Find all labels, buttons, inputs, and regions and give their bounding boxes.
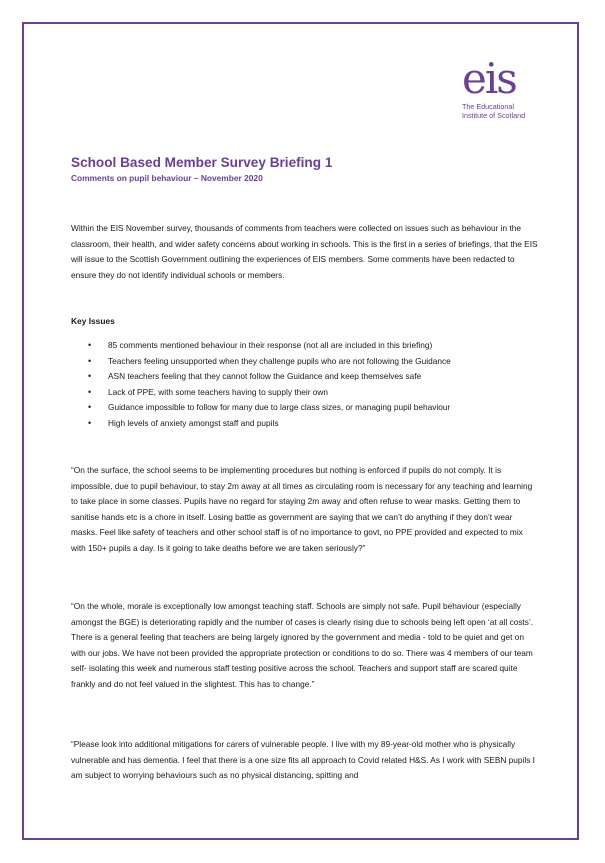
document-title: School Based Member Survey Briefing 1: [71, 155, 333, 170]
logo-mark: eis: [462, 54, 516, 103]
key-issue-item: • Guidance impossible to follow for many due to large class sizes, or managing pupil behaviour: [71, 400, 451, 416]
document-subtitle: Comments on pupil behaviour – November 2020: [71, 173, 263, 183]
key-issue-item: • High levels of anxiety amongst staff and pupils: [71, 416, 451, 432]
key-issues-heading: Key Issues: [71, 316, 115, 326]
member-quote: “On the whole, morale is exceptionally low amongst teaching staff. Schools are simply not safe. Pupil behaviour (especially amongst the BGE) is deteriorating rapidly and the number of cases is clearly rising due to schools being left open ‘at all costs’. There is a general feeling that teachers are being largely ignored by the government and media - told to be quiet and get on with our jobs. We have not been provided the appropriate protection or conditions to do so. There was 4 members of our team self- isolating this week and numerous staff testing positive across the school. Teachers and support staff are scared quite frankly and do not feel valued in the slightest. This has to change.”: [71, 601, 534, 689]
member-quote: “Please look into additional mitigations for carers of vulnerable people. I live with my 89-year-old mother who is physically vulnerable and has dementia. I feel that there is a one size fits all approach to Covid related H&S. As I work with SEBN pupils I am subject to worrying behaviours such as no physical distancing, spitting and: [71, 739, 535, 781]
key-issue-item: • ASN teachers feeling that they cannot follow the Guidance and keep themselves safe: [71, 369, 451, 385]
logo-org-line-2: Institute of Scotland: [462, 111, 526, 120]
intro-paragraph: Within the EIS November survey, thousands of comments from teachers were collected on issues such as behaviour in the classroom, their health, and wider safety concerns about working in schools. This is the first in a series of briefings, that the EIS will issue to the Scottish Government outlining the experiences of EIS members. Some comments have been redacted to ensure they do not identify individual schools or members.: [71, 223, 538, 280]
member-quote: “On the surface, the school seems to be implementing procedures but nothing is enforced if pupils do not comply. It is impossible, due to pupil behaviour, to stay 2m away at all times as circulating room is necessary for any teaching and learning to take place in some classes. Pupils have no regard for staying 2m away and often refuse to wear masks. Getting them to sanitise hands etc is a chore in itself. Losing battle as government are saying that we can’t do anything if they don’t wear masks. Feel like safety of teachers and other school staff is of no importance to govt, no PPE provided and expected to mix with 150+ pupils a day. Is it going to take deaths before we are taken seriously?”: [71, 465, 533, 553]
eis-logo: [462, 54, 542, 120]
logo-org-name: [462, 102, 542, 120]
key-issue-item: • Teachers feeling unsupported when they challenge pupils who are not following the Guidance: [71, 354, 451, 370]
logo-org-line-1: The Educational: [462, 102, 514, 111]
key-issue-item: • 85 comments mentioned behaviour in their response (not all are included in this briefing): [71, 338, 451, 354]
key-issues-list: [71, 338, 451, 432]
key-issue-item: • Lack of PPE, with some teachers having to supply their own: [71, 385, 451, 401]
